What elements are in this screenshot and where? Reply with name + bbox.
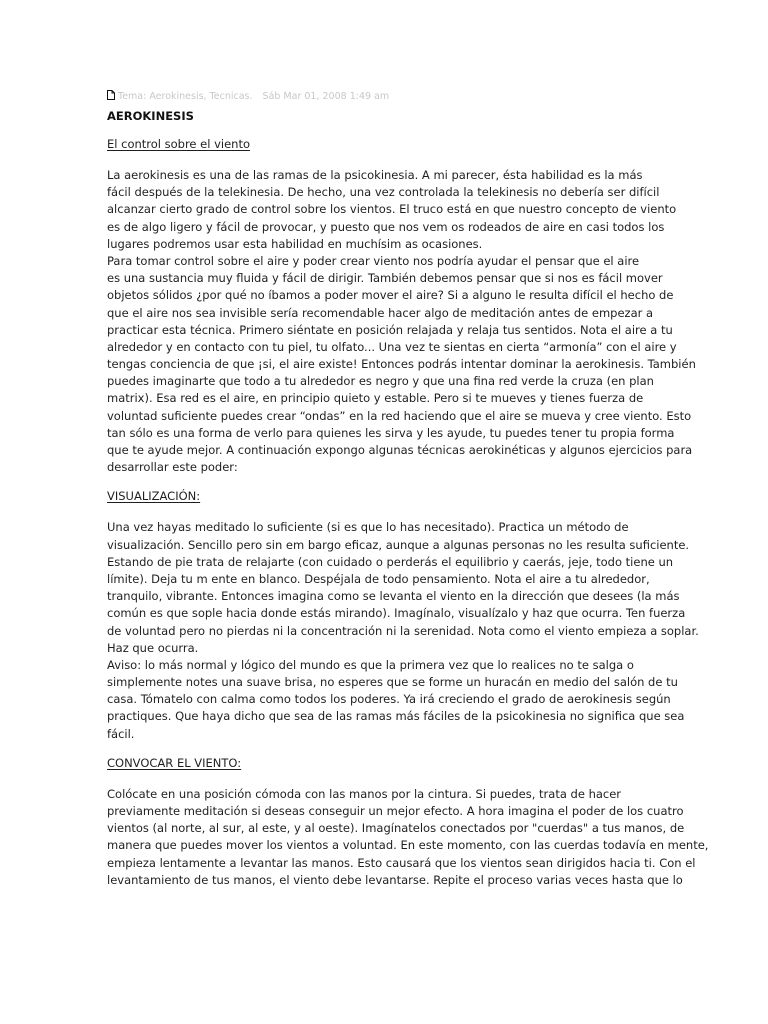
text-line: La aerokinesis es una de las ramas de la psicokinesia. A mi parecer, ésta habilidad es la más: [107, 168, 643, 182]
section-heading-convocar: CONVOCAR EL VIENTO:: [107, 755, 242, 770]
text-line: matrix). Esa red es el aire, en principio quieto y estable. Pero si te mueves y tienes fuerza de: [107, 391, 644, 406]
post-date: Sáb Mar 01, 2008 1:49 am: [262, 90, 390, 102]
text-line: desarrollar este poder:: [107, 460, 238, 475]
text-line: Aviso: lo más normal y lógico del mundo es que la primera vez que lo realices no te salga o: [107, 657, 634, 672]
text-line: es de algo ligero y fácil de provocar, y puesto que nos vem os rodeados de aire en casi todos los: [107, 219, 665, 234]
section-body-visualizacion: [107, 519, 699, 742]
text-line: simplemente notes una suave brisa, no esperes que se forme un huracán en medio del salón de tu: [107, 675, 678, 690]
document-page: [107, 89, 709, 889]
text-line: alcanzar cierto grado de control sobre los vientos. El truco está en que nuestro concepto de viento: [107, 202, 677, 217]
post-meta: [107, 89, 629, 103]
text-line: alrededor y en contacto con tu piel, tu olfato... Una vez te sientas en cierta “armonía” con el aire y: [107, 339, 677, 354]
text-line: es una sustancia muy fluida y fácil de dirigir. También debemos pensar que si nos es fácil mover: [107, 271, 663, 286]
section-body-convocar: [107, 786, 709, 889]
text-line: previamente meditación si deseas conseguir un mejor efecto. A hora imagina el poder de los cuatro: [107, 804, 684, 818]
section-body-control: [107, 167, 696, 476]
text-line: Haz que ocurra.: [107, 640, 199, 655]
text-line: vientos (al norte, al sur, al este, y al oeste). Imagínatelos conectados por "cuerdas" a tus manos, de: [107, 821, 685, 836]
text-line: puedes imaginarte que todo a tu alrededor es negro y que una fina red verde la cruza (en plan: [107, 374, 654, 389]
text-line: objetos sólidos ¿por qué no íbamos a poder mover el aire? Si a alguno le resulta difícil el hecho de: [107, 288, 674, 303]
text-line: Estando de pie trata de relajarte (con cuidado o perderás el equilibrio y caerás, jeje, todo tiene un: [107, 554, 674, 569]
text-line: que el aire nos sea invisible sería recomendable hacer algo de meditación antes de empezar a: [107, 305, 654, 320]
text-line: manera que puedes mover los vientos a voluntad. En este momento, con las cuerdas todavía en mente,: [107, 838, 709, 853]
text-line: tan sólo es una forma de verlo para quienes les sirva y les ayude, tu puedes tener tu propia forma: [107, 425, 675, 440]
text-line: tengas conciencia de que ¡si, el aire existe! Entonces podrás intentar dominar la aerokinesis. También: [107, 357, 696, 372]
section-heading-visualizacion: VISUALIZACIÓN:: [107, 489, 201, 504]
text-line: que te ayude mejor. A continuación expongo algunas técnicas aerokinéticas y algunos ejercicios para: [107, 443, 693, 457]
text-line: empieza lentamente a levantar las manos. Esto causará que los vientos sean dirigidos hacia ti. Con el: [107, 855, 696, 870]
text-line: levantamiento de tus manos, el viento debe levantarse. Repite el proceso varias veces hasta que lo: [107, 872, 683, 887]
text-line: Una vez hayas meditado lo suficiente (si es que lo has necesitado). Practica un método de: [107, 520, 629, 535]
text-line: común es que sople hacia donde estás mirando). Imagínalo, visualízalo y haz que ocurra. Ten fuerza: [107, 606, 686, 621]
text-line: de voluntad pero no pierdas ni la concentración ni la serenidad. Nota como el viento empieza a soplar.: [107, 623, 699, 638]
text-line: fácil.: [107, 726, 135, 741]
text-line: voluntad suficiente puedes crear “ondas” en la red haciendo que el aire se mueva y cree viento. Esto: [107, 408, 692, 423]
text-line: Para tomar control sobre el aire y poder crear viento nos podría ayudar el pensar que el aire: [107, 253, 640, 268]
text-line: límite). Deja tu m ente en blanco. Despéjala de todo pensamiento. Nota el aire a tu alrededor,: [107, 571, 650, 586]
text-line: practiques. Que haya dicho que sea de las ramas más fáciles de la psicokinesia no significa que sea: [107, 709, 685, 724]
text-line: tranquilo, vibrante. Entonces imagina como se levanta el viento en la dirección que desees (la más: [107, 589, 680, 604]
text-line: visualización. Sencillo pero sin em bargo eficaz, aunque a algunas personas no les resulta suficiente.: [107, 537, 690, 552]
text-line: lugares podremos usar esta habilidad en muchísim as ocasiones.: [107, 236, 483, 251]
text-line: Colócate en una posición cómoda con las manos por la cintura. Si puedes, trata de hacer: [107, 786, 622, 801]
post-topic: Tema: Aerokinesis, Tecnicas.: [118, 90, 253, 102]
document-icon: [107, 90, 115, 100]
section-heading-control: El control sobre el viento: [107, 137, 251, 151]
text-line: practicar esta técnica. Primero siéntate en posición relajada y relaja tus sentidos. Nota el aire a tu: [107, 322, 673, 337]
text-line: fácil después de la telekinesia. De hecho, una vez controlada la telekinesis no debería ser difícil: [107, 185, 660, 200]
document-title: AEROKINESIS: [107, 109, 194, 123]
text-line: casa. Tómatelo con calma como todos los poderes. Ya irá creciendo el grado de aerokinesis según: [107, 692, 671, 707]
